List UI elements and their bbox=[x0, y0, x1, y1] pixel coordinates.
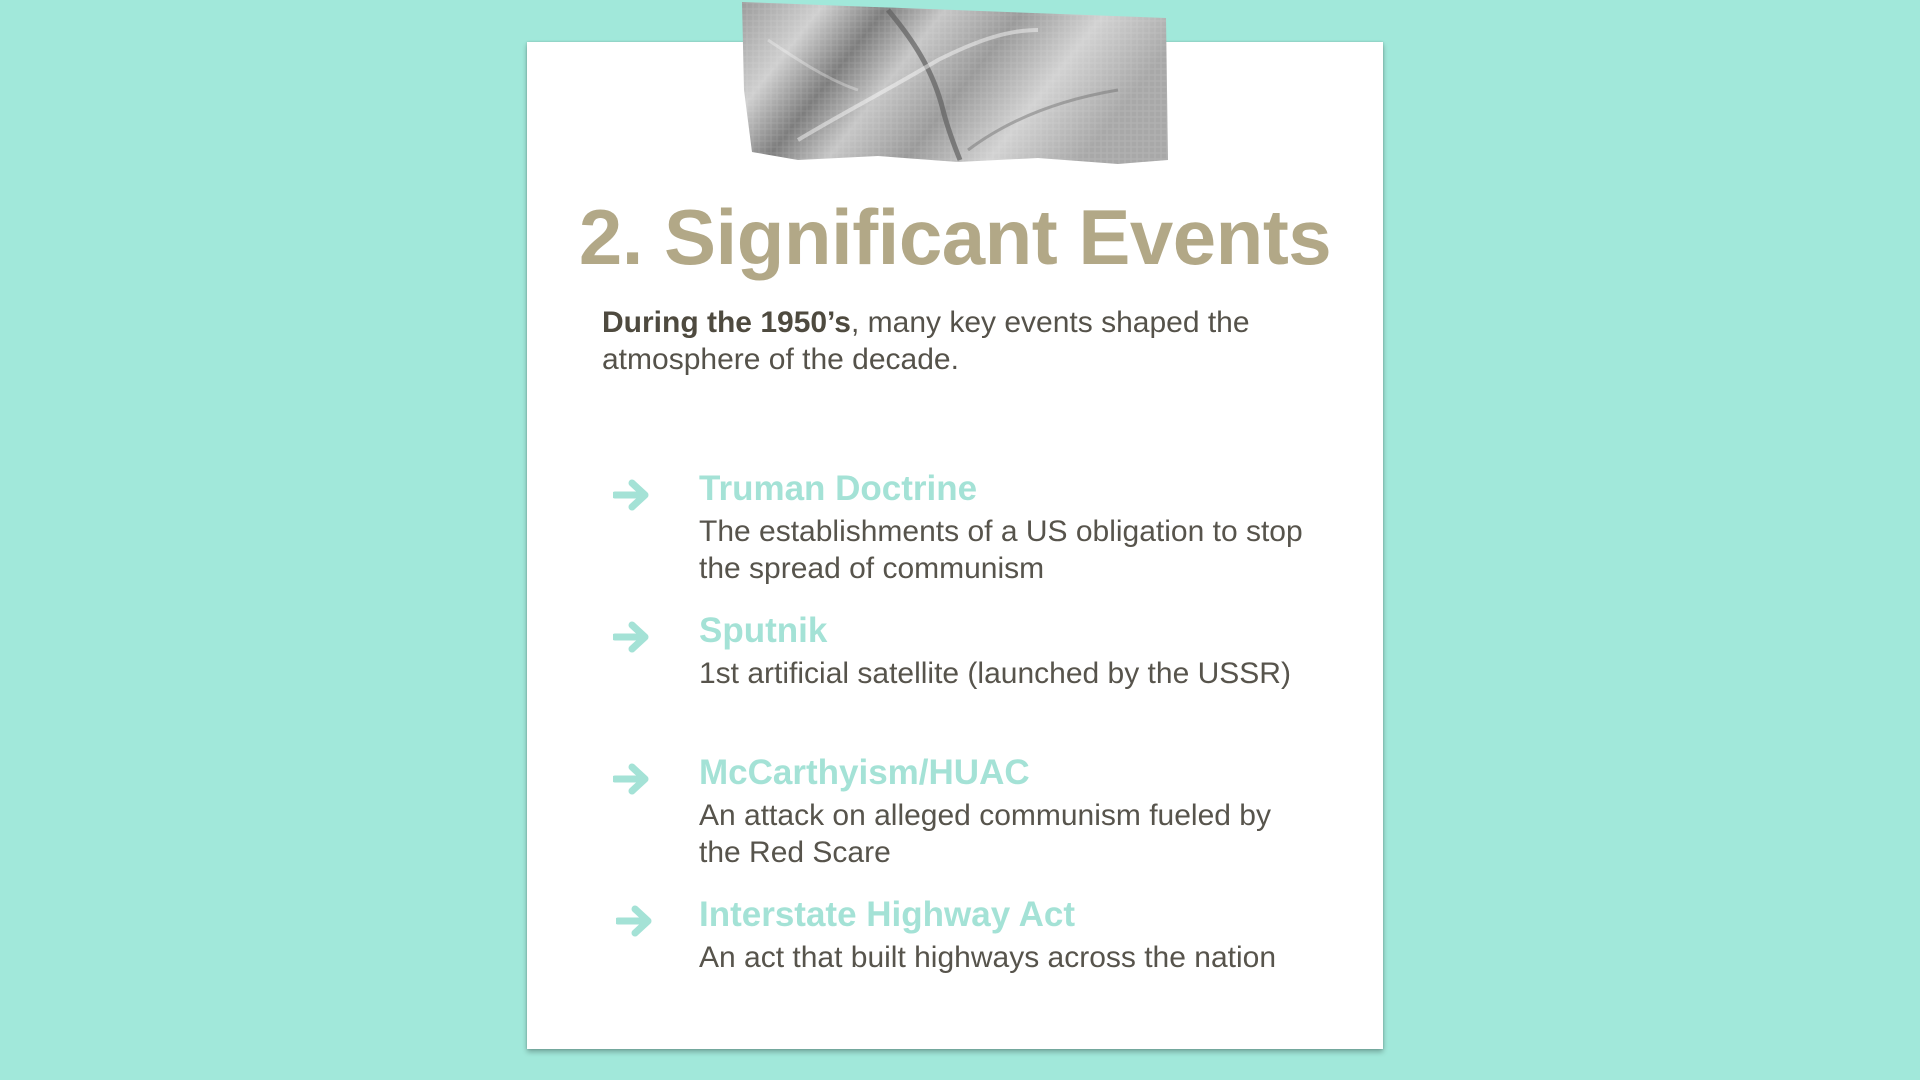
intro-bold-text: During the 1950’s bbox=[602, 306, 851, 339]
event-title: Truman Doctrine bbox=[699, 469, 978, 508]
event-description: 1st artificial satellite (launched by the USSR) bbox=[699, 657, 1291, 690]
event-description: An act that built highways across the nation bbox=[699, 941, 1277, 974]
intro-text: , many key events shaped the atmosphere of the decade. bbox=[602, 306, 1250, 376]
slide-title: 2. Significant Events bbox=[578, 193, 1332, 281]
event-description: The establishments of a US obligation to stop the spread of communism bbox=[699, 515, 1303, 585]
event-description: An attack on alleged communism fueled by the Red Scare bbox=[699, 799, 1271, 869]
event-title: Interstate Highway Act bbox=[699, 895, 1076, 934]
event-list bbox=[527, 42, 1383, 1049]
slide-card bbox=[527, 42, 1383, 1049]
right-arrow-icon bbox=[616, 903, 656, 939]
event-title: Sputnik bbox=[699, 611, 828, 650]
right-arrow-icon bbox=[613, 619, 653, 655]
event-title: McCarthyism/HUAC bbox=[699, 753, 1030, 792]
right-arrow-icon bbox=[613, 761, 653, 797]
duct-tape-decoration bbox=[738, 0, 1170, 168]
right-arrow-icon bbox=[613, 477, 653, 513]
